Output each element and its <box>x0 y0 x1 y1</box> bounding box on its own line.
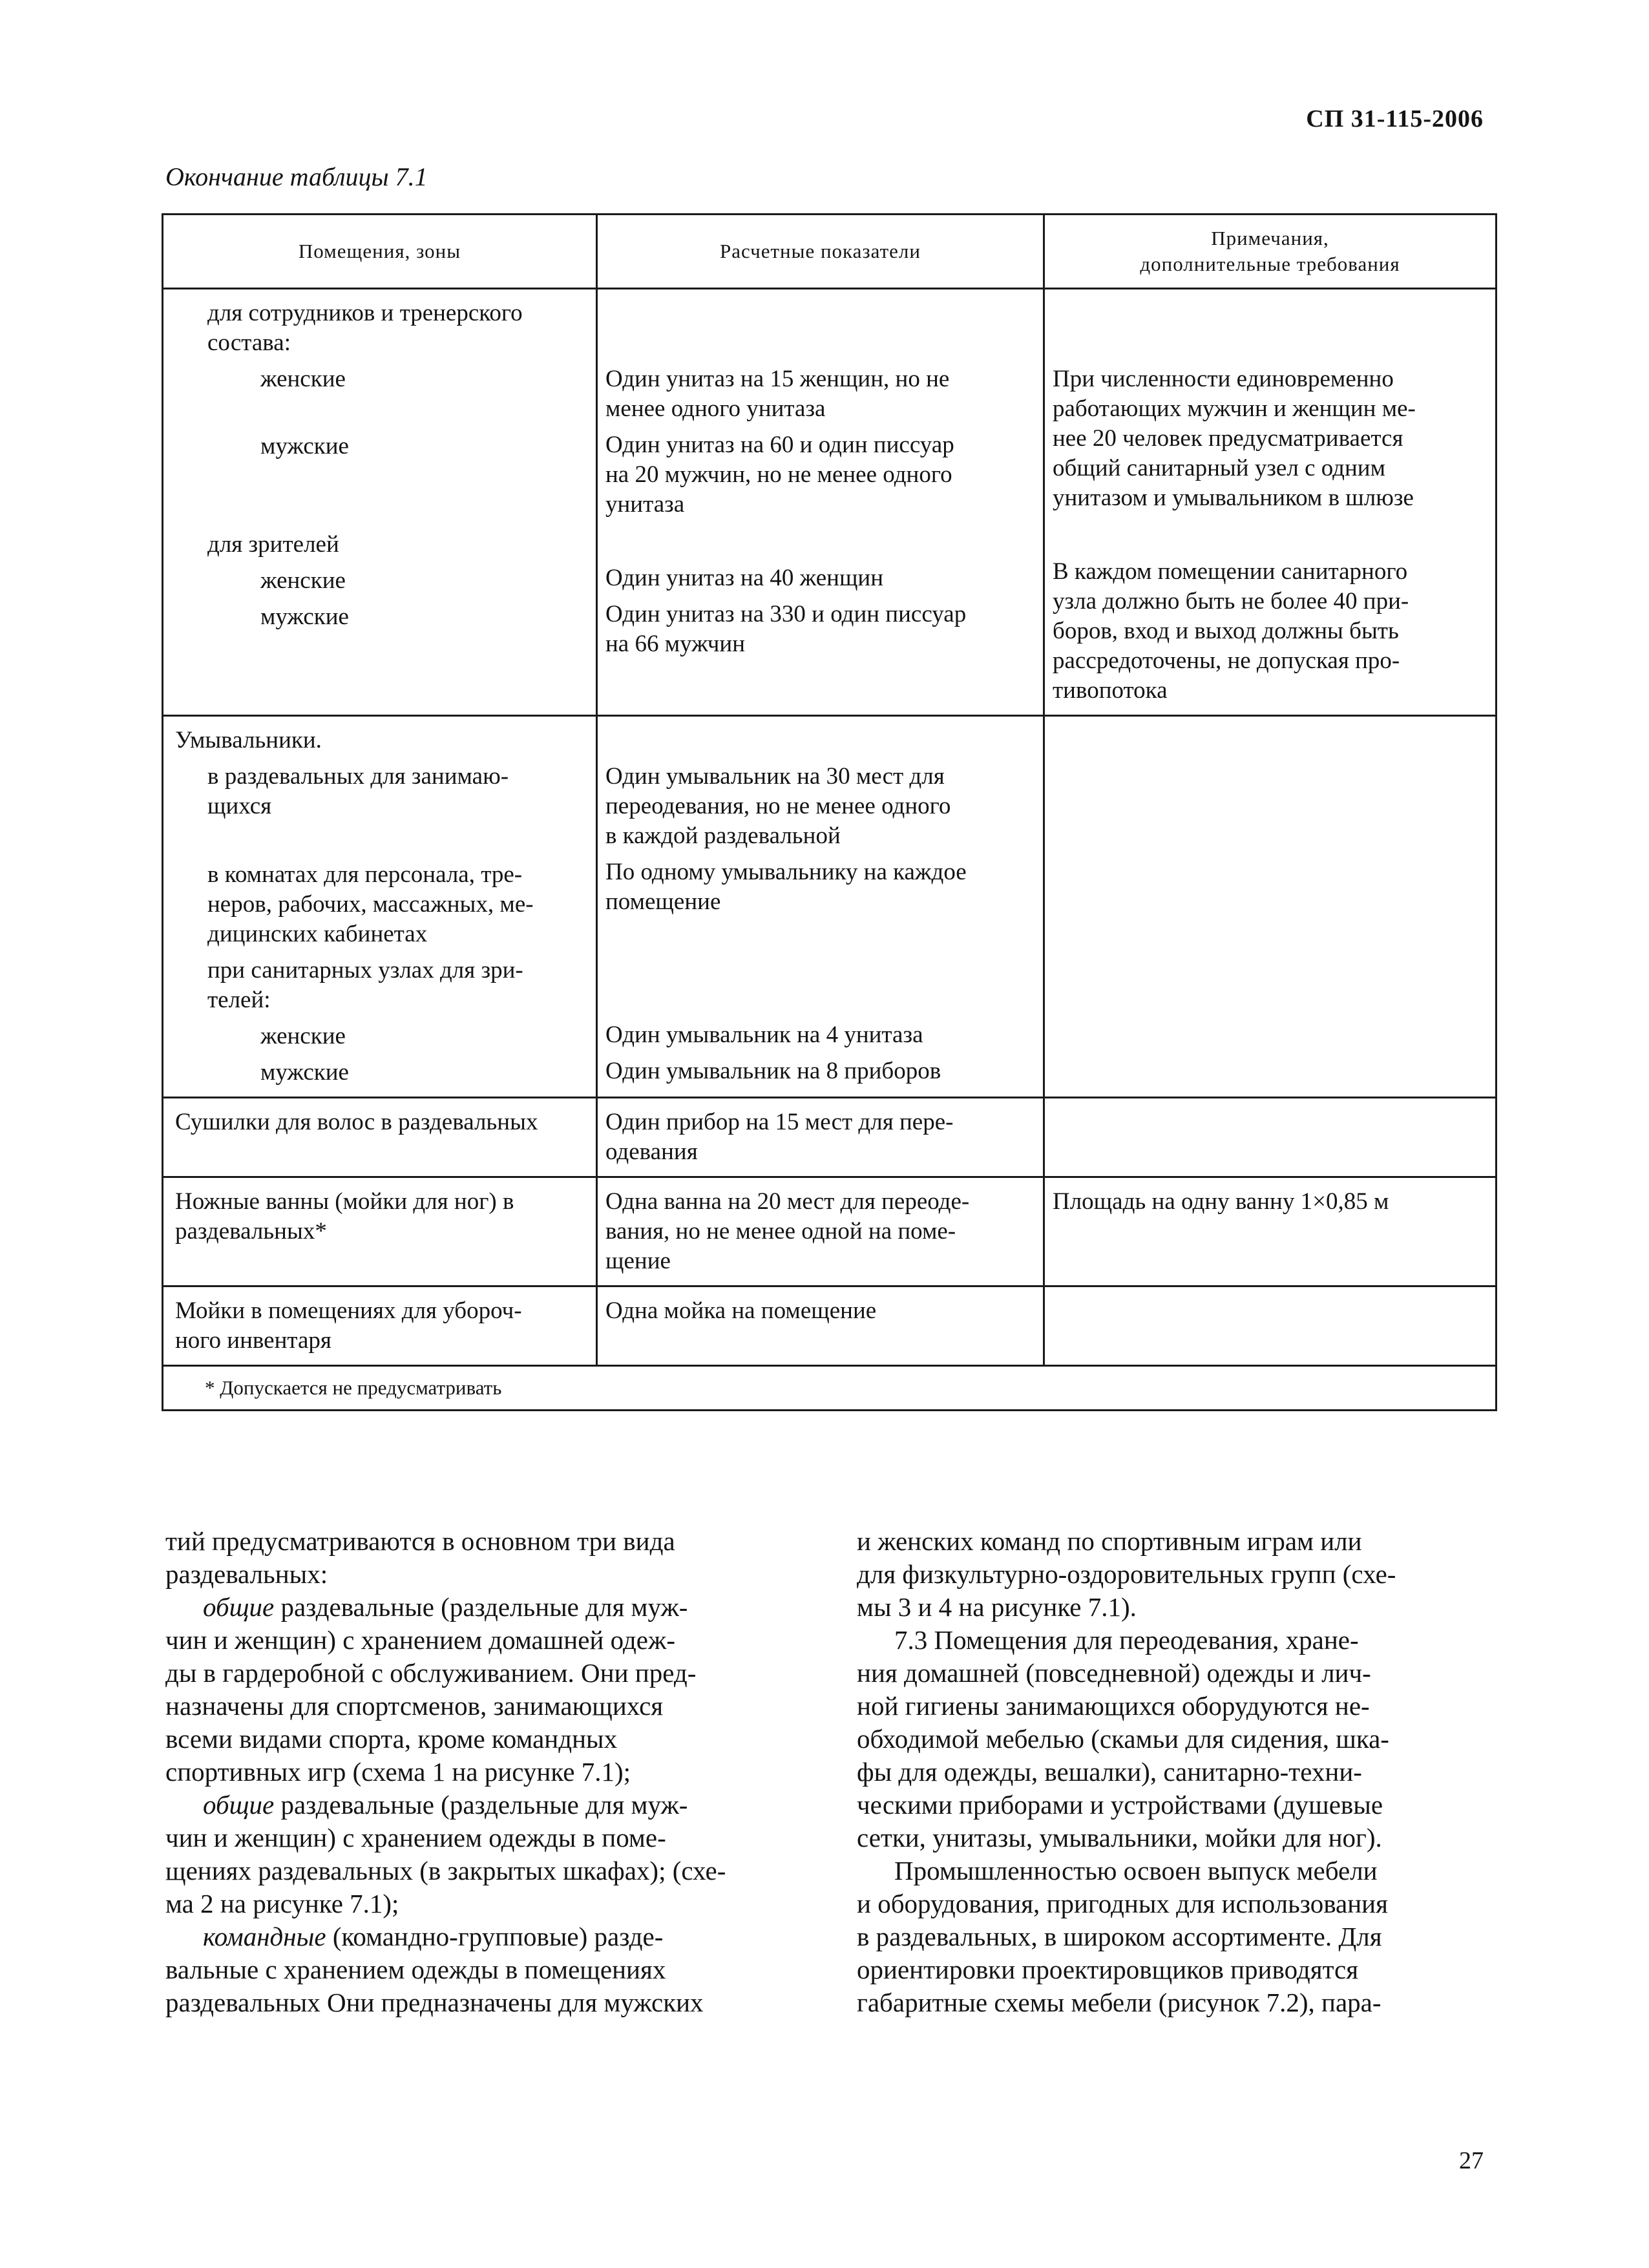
table-text: При численности единовременно <box>1053 366 1394 392</box>
table-text: боров, вход и выход должны быть <box>1053 618 1399 644</box>
table-text: общий санитарный узел с одним <box>1053 455 1386 481</box>
table-text: Один унитаз на 330 и один писсуар <box>605 601 967 627</box>
cell-indicators <box>597 289 1044 716</box>
table-text: помещение <box>605 888 721 915</box>
cell-notes <box>1044 1098 1497 1177</box>
table-text: В каждом помещении санитарного <box>1053 558 1408 585</box>
table-text: унитазом и умывальником в шлюзе <box>1053 485 1414 511</box>
cell-rooms <box>163 716 597 1098</box>
table-text: щение <box>605 1248 671 1274</box>
table-text: узла должно быть не более 40 при- <box>1053 588 1409 614</box>
text-line: в раздевальных, в широком ассортименте. Для <box>857 1922 1382 1951</box>
text-line: и женских команд по спортивным играм или <box>857 1526 1362 1556</box>
cell-notes <box>1044 1286 1497 1366</box>
emphasis: командные <box>203 1922 326 1951</box>
text-line <box>165 1591 787 1624</box>
table-text: на 20 мужчин, но не менее одного <box>605 461 952 488</box>
table-row-sinks <box>163 716 1497 1098</box>
text-line: Промышленностью освоен выпуск мебели <box>894 1856 1378 1885</box>
table-text: мужские <box>260 604 349 630</box>
cell-notes <box>1044 716 1497 1098</box>
table-text: при санитарных узлах для зри- <box>207 957 523 983</box>
table-text: Один умывальник на 30 мест для <box>605 763 945 790</box>
cell-notes <box>1044 1177 1497 1286</box>
table-text: щихся <box>207 793 272 819</box>
cell-rooms <box>163 1098 597 1177</box>
text-line: раздевальных: <box>165 1559 328 1589</box>
table-row-toilets <box>163 289 1497 716</box>
text-line: обходимой мебелью (скамьи для сидения, шка- <box>857 1724 1389 1754</box>
cell-indicators <box>597 1098 1044 1177</box>
table-text: Мойки в помещениях для убороч- <box>175 1297 522 1324</box>
table-text: Один прибор на 15 мест для пере- <box>605 1109 954 1135</box>
table-text: Одна мойка на помещение <box>605 1297 877 1324</box>
table-text: Одна ванна на 20 мест для переоде- <box>605 1188 970 1215</box>
table-text: тивопотока <box>1053 677 1168 704</box>
table-text: состава: <box>207 330 291 356</box>
body-column-right <box>857 1525 1478 2019</box>
table-text: Один умывальник на 8 приборов <box>605 1058 941 1084</box>
table-text: переодевания, но не менее одного <box>605 793 951 819</box>
cell-indicators <box>597 1286 1044 1366</box>
text-line <box>165 1789 787 1822</box>
table-text: Один унитаз на 40 женщин <box>605 565 884 591</box>
cell-indicators <box>597 716 1044 1098</box>
text-line: и оборудования, пригодных для использования <box>857 1889 1388 1918</box>
table-footnote-row <box>163 1366 1497 1411</box>
table-text: нее 20 человек предусматривается <box>1053 425 1403 452</box>
table-text: для сотрудников и тренерского <box>207 300 523 326</box>
text-line: всеми видами спорта, кроме командных <box>165 1724 618 1754</box>
table-text: Один умывальник на 4 унитаза <box>605 1022 923 1048</box>
cell-rooms <box>163 289 597 716</box>
document-code: СП 31-115-2006 <box>1306 105 1484 132</box>
table-row-dryers <box>163 1098 1497 1177</box>
table-text: женские <box>260 567 346 594</box>
table-text: Сушилки для волос в раздевальных <box>175 1109 538 1135</box>
table-text: дицинских кабинетах <box>207 921 428 947</box>
text-line: 7.3 Помещения для переодевания, хране- <box>894 1625 1359 1655</box>
header-rooms: Помещения, зоны <box>163 215 597 289</box>
cell-indicators <box>597 1177 1044 1286</box>
table-text: женские <box>260 1023 346 1049</box>
header-indicators: Расчетные показатели <box>597 215 1044 289</box>
text-line: ма 2 на рисунке 7.1); <box>165 1889 399 1918</box>
cell-notes <box>1044 289 1497 716</box>
table-caption: Окончание таблицы 7.1 <box>165 162 428 191</box>
text-line: назначены для спортсменов, занимающихся <box>165 1691 664 1721</box>
paragraph <box>857 1854 1478 2019</box>
table-text: Ножные ванны (мойки для ног) в <box>175 1188 514 1215</box>
table-text: на 66 мужчин <box>605 631 746 657</box>
text-fragment: (командно-групповые) разде- <box>326 1922 664 1951</box>
text-line: ной гигиены занимающихся оборудуются не- <box>857 1691 1370 1721</box>
header-notes-line: Примечания, <box>1211 227 1329 249</box>
table-text: рассредоточены, не допуская про- <box>1053 647 1400 674</box>
table-text: телей: <box>207 987 271 1013</box>
table-text: в раздевальных для занимаю- <box>207 763 509 790</box>
header-notes-line: дополнительные требования <box>1140 253 1400 275</box>
table-text: женские <box>260 366 346 392</box>
text-line: чин и женщин) с хранением одежды в поме- <box>165 1823 666 1853</box>
text-line: щениях раздевальных (в закрытых шкафах); (схе- <box>165 1856 726 1885</box>
header-notes <box>1044 215 1497 289</box>
text-line: ды в гардеробной с обслуживанием. Они пред- <box>165 1658 697 1688</box>
page-number: 27 <box>1459 2147 1484 2174</box>
paragraph <box>857 1525 1478 1624</box>
table-text: ного инвентаря <box>175 1327 331 1354</box>
text-line: чин и женщин) с хранением домашней одеж- <box>165 1625 675 1655</box>
text-line: спортивных игр (схема 1 на рисунке 7.1); <box>165 1757 631 1787</box>
table-text: для зрителей <box>207 531 339 558</box>
text-line: для физкультурно-оздоровительных групп (схе- <box>857 1559 1396 1589</box>
text-line: габаритные схемы мебели (рисунок 7.2), пара- <box>857 1988 1381 2017</box>
table-text: мужские <box>260 1059 349 1086</box>
paragraph <box>857 1624 1478 1854</box>
text-fragment: раздевальные (раздельные для муж- <box>274 1592 688 1622</box>
table-text: унитаза <box>605 491 685 518</box>
table-text: Умывальники. <box>175 727 322 753</box>
text-line: вальные с хранением одежды в помещениях <box>165 1955 666 1984</box>
text-fragment: раздевальные (раздельные для муж- <box>274 1790 688 1820</box>
paragraph <box>165 1789 787 1920</box>
table-text: неров, рабочих, массажных, ме- <box>207 891 534 918</box>
text-line: сетки, унитазы, умывальники, мойки для ног). <box>857 1823 1382 1853</box>
body-column-left <box>165 1525 787 2019</box>
table-text: По одному умывальнику на каждое <box>605 859 967 885</box>
text-line: фы для одежды, вешалки), санитарно-техни- <box>857 1757 1362 1787</box>
table-footnote: * Допускается не предусматривать <box>163 1366 1497 1411</box>
table-text: Один унитаз на 15 женщин, но не <box>605 366 950 392</box>
table-row-mops <box>163 1286 1497 1366</box>
table-text: в каждой раздевальной <box>605 823 841 849</box>
table-text: Площадь на одну ванну 1×0,85 м <box>1053 1188 1389 1215</box>
paragraph <box>165 1591 787 1789</box>
table-text: мужские <box>260 433 349 459</box>
text-line: ния домашней (повседневной) одежды и лич- <box>857 1658 1371 1688</box>
cell-rooms <box>163 1286 597 1366</box>
text-line: ориентировки проектировщиков приводятся <box>857 1955 1359 1984</box>
text-line: тий предусматриваются в основном три вида <box>165 1526 675 1556</box>
table-text: вания, но не менее одной на поме- <box>605 1218 956 1244</box>
cell-rooms <box>163 1177 597 1286</box>
table-text: одевания <box>605 1139 698 1165</box>
text-line: мы 3 и 4 на рисунке 7.1). <box>857 1592 1137 1622</box>
text-line <box>165 1920 787 1953</box>
table-text: в комнатах для персонала, тре- <box>207 861 523 888</box>
text-line: ческими приборами и устройствами (душевые <box>857 1790 1383 1820</box>
table-text: раздевальных* <box>175 1218 327 1244</box>
text-line: раздевальных Они предназначены для мужских <box>165 1988 704 2017</box>
table-text: работающих мужчин и женщин ме- <box>1053 395 1416 422</box>
emphasis: общие <box>203 1790 275 1820</box>
paragraph <box>165 1920 787 2019</box>
table-text: менее одного унитаза <box>605 395 826 422</box>
paragraph <box>165 1525 787 1591</box>
table-7-1 <box>162 213 1497 1411</box>
table-header-row <box>163 215 1497 289</box>
emphasis: общие <box>203 1592 275 1622</box>
table-row-footbaths <box>163 1177 1497 1286</box>
table-text: Один унитаз на 60 и один писсуар <box>605 432 954 458</box>
